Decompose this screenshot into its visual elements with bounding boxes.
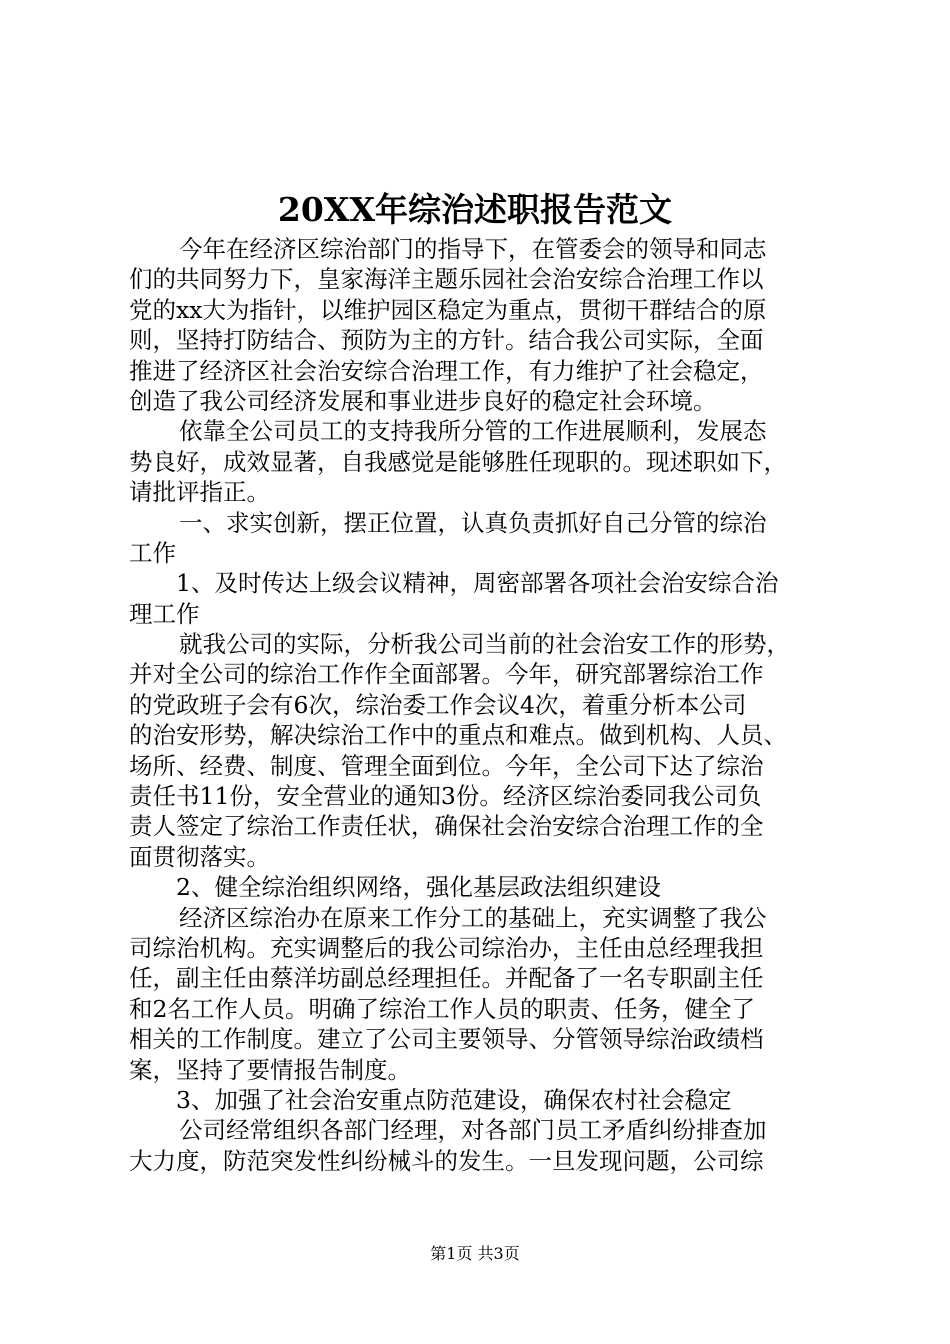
paragraph-line: 创造了我公司经济发展和事业进步良好的稳定社会环境。 <box>129 386 717 415</box>
paragraph-line: 今年在经济区综治部门的指导下，在管委会的领导和同志 <box>179 235 767 263</box>
paragraph-line: 大力度，防范突发性纠纷械斗的发生。一旦发现问题，公司综 <box>129 1146 764 1175</box>
subsection-heading-line: 理工作 <box>129 599 200 628</box>
paragraph-line: 和2名工作人员。明确了综治工作人员的职责、任务，健全了 <box>129 994 755 1023</box>
paragraph-line: 就我公司的实际，分析我公司当前的社会治安工作的形势， <box>179 630 790 659</box>
paragraph-line: 们的共同努力下，皇家海洋主题乐园社会治安综合治理工作以 <box>129 265 764 294</box>
paragraph-line: 责人签定了综治工作责任状，确保社会治安综合治理工作的全 <box>129 812 764 841</box>
paragraph-line: 推进了经济区社会治安综合治理工作，有力维护了社会稳定， <box>129 356 764 385</box>
paragraph-line: 请批评指正。 <box>129 478 270 507</box>
paragraph-line: 责任书11份，安全营业的通知3份。经济区综治委同我公司负 <box>129 782 762 811</box>
paragraph-line: 经济区综治办在原来工作分工的基础上，充实调整了我公 <box>179 903 767 932</box>
paragraph-line: 面贯彻落实。 <box>129 842 270 871</box>
paragraph-line: 场所、经费、制度、管理全面到位。今年，全公司下达了综治 <box>129 751 764 780</box>
paragraph-line: 相关的工作制度。建立了公司主要领导、分管领导综治政绩档 <box>129 1025 764 1054</box>
paragraph-line: 依靠全公司员工的支持我所分管的工作进展顺利，发展态 <box>179 417 767 446</box>
paragraph-line: 并对全公司的综治工作作全面部署。今年，研究部署综治工作 <box>129 660 764 689</box>
section-heading-line: 工作 <box>129 538 176 567</box>
paragraph-line: 势良好，成效显著，自我感觉是能够胜任现职的。现述职如下， <box>129 447 787 476</box>
subsection-heading-line: 1、及时传达上级会议精神，周密部署各项社会治安综合治 <box>176 569 779 598</box>
paragraph-line: 任，副主任由蔡洋坊副总经理担任。并配备了一名专职副主任 <box>129 964 764 993</box>
document-title: 20XX年综治述职报告范文 <box>277 190 673 229</box>
paragraph-line: 党的xx大为指针，以维护园区稳定为重点，贯彻干群结合的原 <box>129 295 767 324</box>
page-footer: 第1页 共3页 <box>430 1244 520 1263</box>
paragraph-line: 司综治机构。充实调整后的我公司综治办，主任由总经理我担 <box>129 933 764 962</box>
paragraph-line: 则，坚持打防结合、预防为主的方针。结合我公司实际，全面 <box>129 326 764 355</box>
paragraph-line: 案，坚持了要情报告制度。 <box>129 1055 411 1084</box>
subsection-heading-line: 3、加强了社会治安重点防范建设，确保农村社会稳定 <box>176 1085 732 1114</box>
paragraph-line: 的党政班子会有6次，综治委工作会议4次，着重分析本公司 <box>129 690 747 719</box>
document-body <box>129 234 829 1176</box>
section-heading-line: 一、求实创新，摆正位置，认真负责抓好自己分管的综治 <box>179 508 767 537</box>
subsection-heading-line: 2、健全综治组织网络，强化基层政法组织建设 <box>176 873 661 902</box>
paragraph-line: 公司经常组织各部门经理，对各部门员工矛盾纠纷排查加 <box>179 1116 767 1145</box>
paragraph-line: 的治安形势，解决综治工作中的重点和难点。做到机构、人员、 <box>129 721 787 750</box>
